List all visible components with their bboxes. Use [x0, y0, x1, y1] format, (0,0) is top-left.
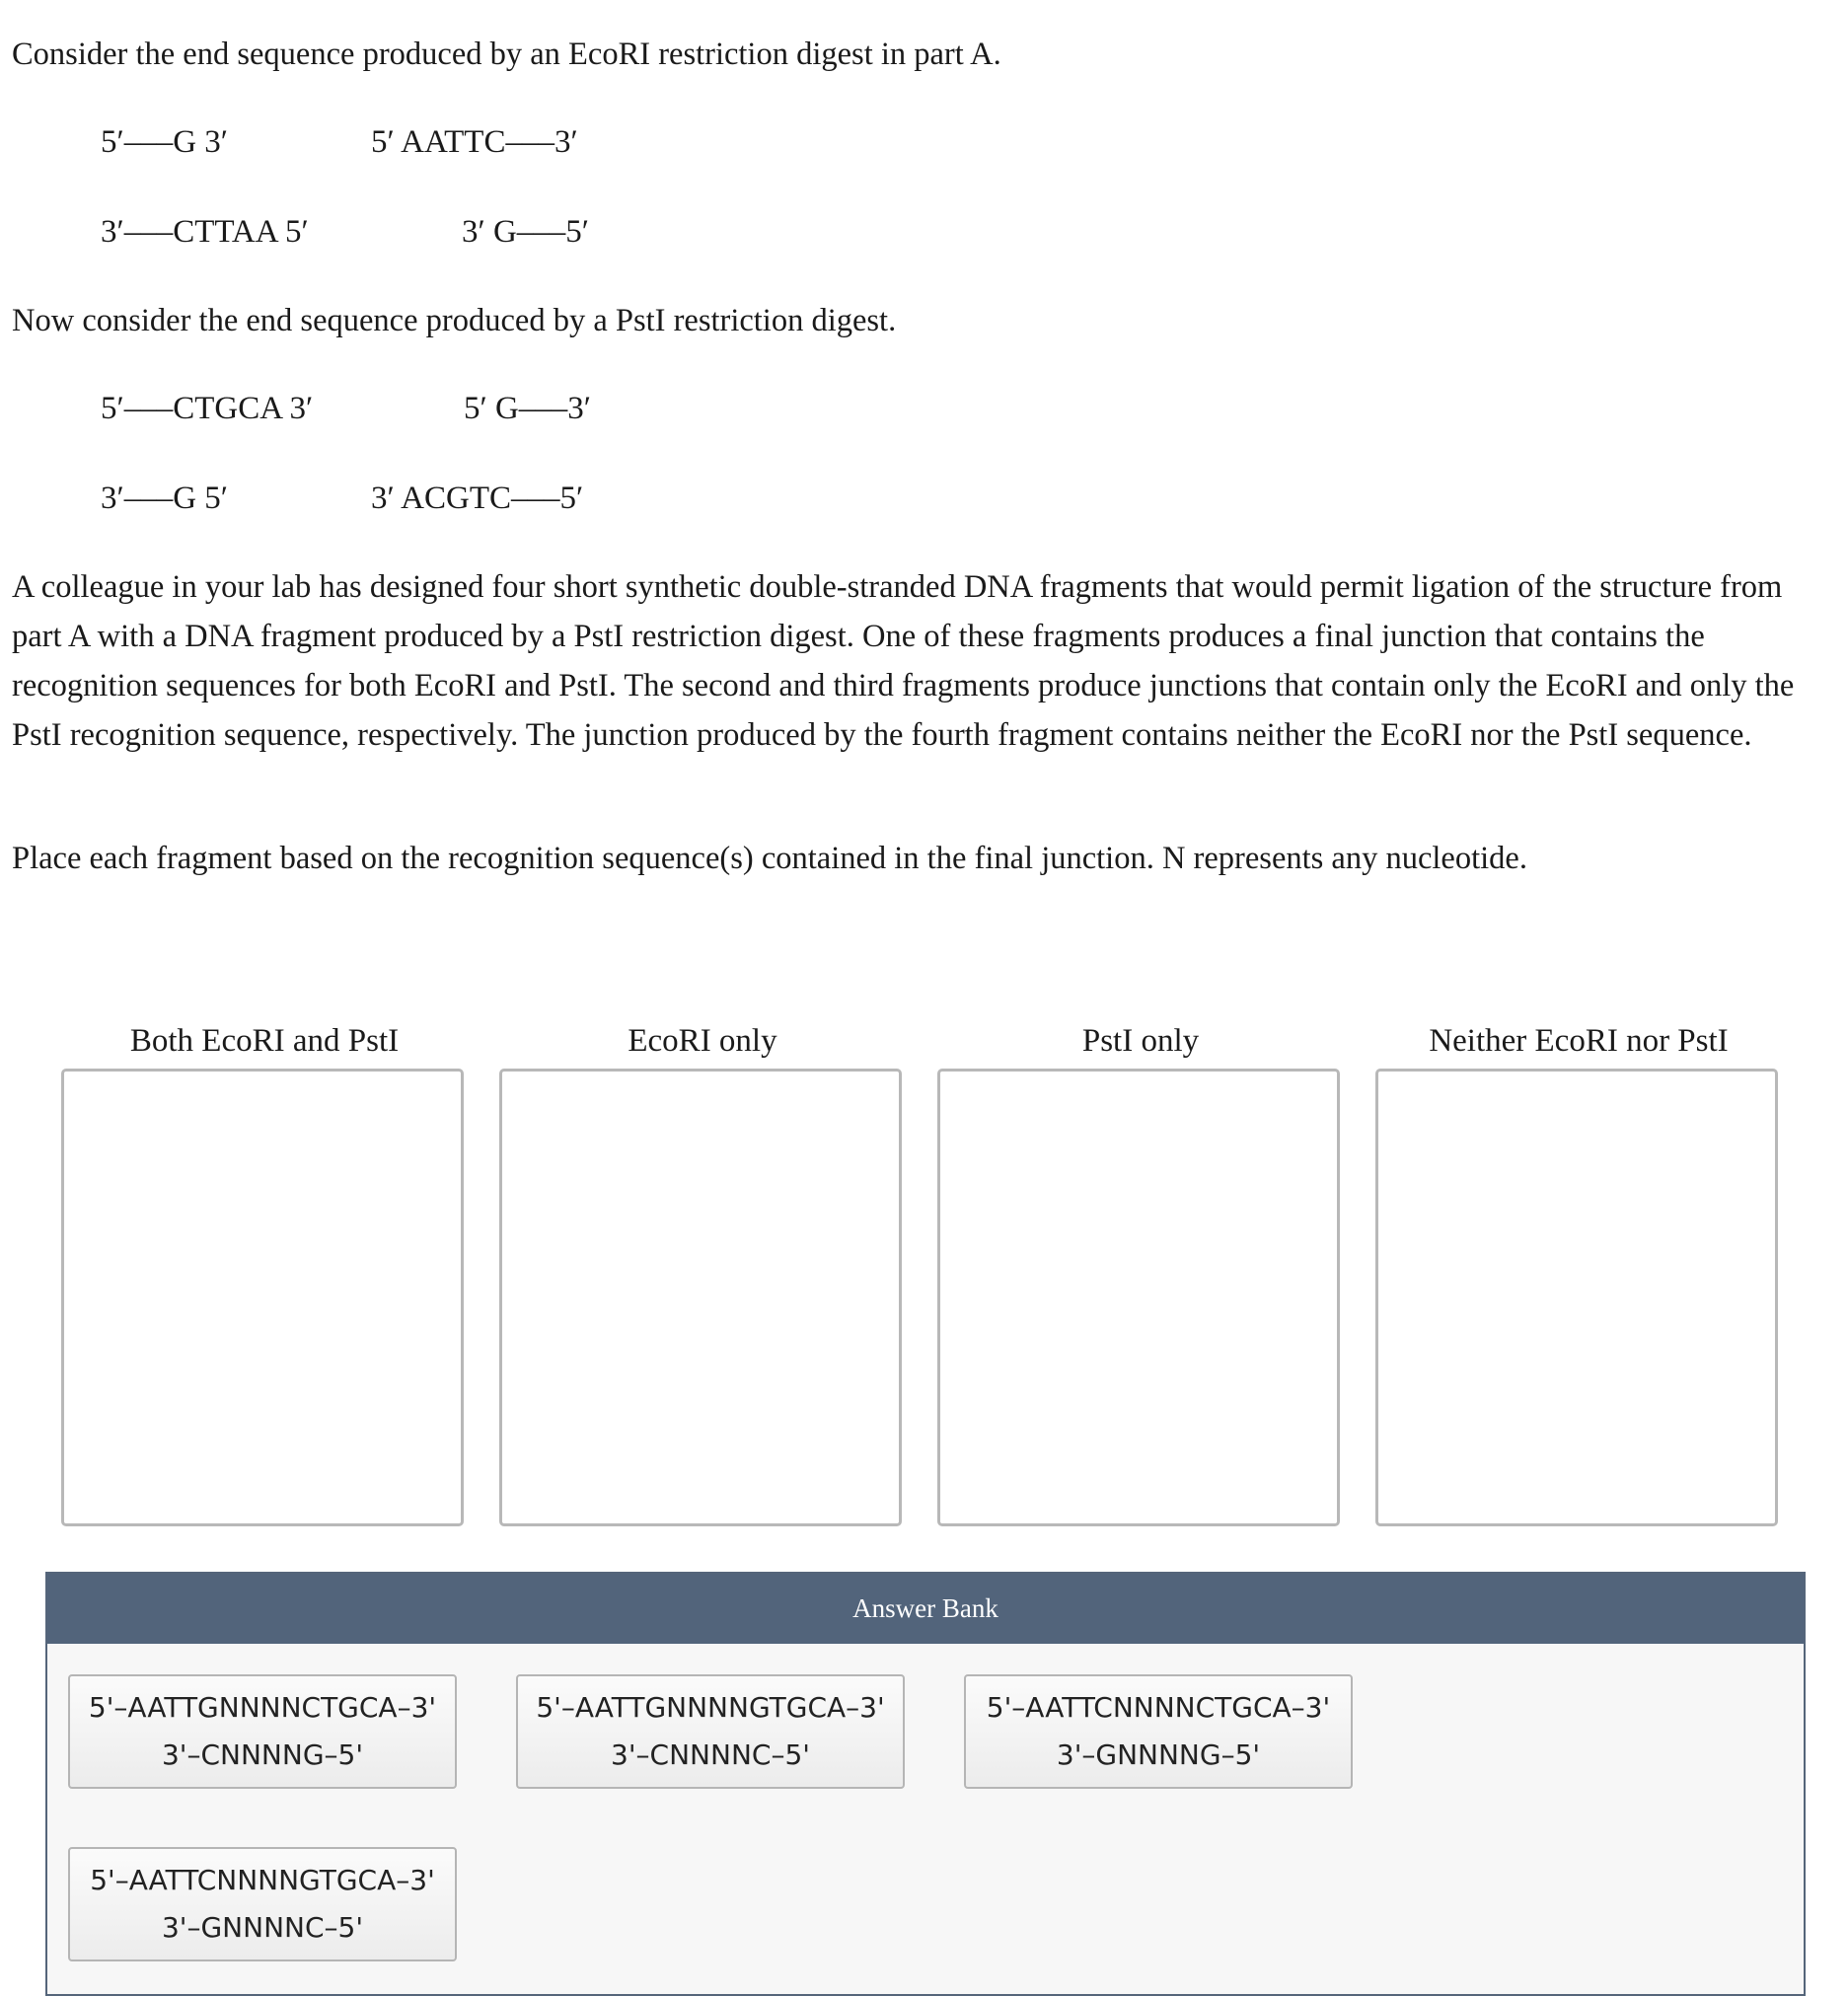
answer-chip-3-bottom-strand: 3'–GNNNNG–5'	[1056, 1738, 1261, 1771]
answer-chip-1-bottom-strand: 3'–CNNNNG–5'	[161, 1738, 364, 1771]
answer-chip-1-top-strand: 5'–AATTGNNNNCTGCA–3'	[88, 1691, 437, 1724]
category-label-ecori-only: EcoRI only	[628, 1023, 777, 1059]
category-label-both: Both EcoRI and PstI	[129, 1023, 400, 1059]
intro-text: Consider the end sequence produced by an EcoRI restriction digest in part A.	[12, 37, 1001, 72]
ecori-left-bottom-strand: 3′–––CTTAA 5′	[101, 214, 309, 250]
dropzone-both[interactable]	[61, 1069, 464, 1526]
psti-right-bottom-strand: 3′ ACGTC–––5′	[371, 481, 584, 516]
answer-chip-3-top-strand: 5'–AATTCNNNNCTGCA–3'	[986, 1691, 1331, 1724]
dropzone-ecori-only[interactable]	[499, 1069, 902, 1526]
answer-chip-4[interactable]	[68, 1847, 457, 1961]
category-label-psti-only: PstI only	[1081, 1023, 1200, 1059]
answer-chip-3[interactable]	[964, 1674, 1353, 1789]
dropzone-psti-only[interactable]	[937, 1069, 1340, 1526]
answer-bank	[45, 1572, 1806, 1996]
psti-left-top-strand: 5′–––CTGCA 3′	[101, 391, 314, 426]
dropzone-neither[interactable]	[1375, 1069, 1778, 1526]
answer-chip-4-top-strand: 5'–AATTCNNNNGTGCA–3'	[90, 1864, 435, 1896]
description-text: A colleague in your lab has designed four short synthetic double-stranded DNA fragments that would permit ligation of the structure from part A with a DNA fragment produced by a PstI restriction digest. One of these fragments produces a final junction that contains the recognition sequences for both EcoRI and PstI. The second and third fragments produce junctions that contain only the EcoRI and only the PstI recognition sequence, respectively. The junction produced by the fourth fragment contains neither the EcoRI nor the PstI sequence.	[12, 569, 1795, 753]
answer-chip-4-bottom-strand: 3'–GNNNNC–5'	[161, 1911, 364, 1944]
ecori-left-top-strand: 5′–––G 3′	[101, 124, 229, 160]
answer-chip-2-bottom-strand: 3'–CNNNNC–5'	[611, 1738, 810, 1771]
ecori-right-top-strand: 5′ AATTC–––3′	[371, 124, 578, 160]
psti-left-bottom-strand: 3′–––G 5′	[101, 481, 229, 516]
psti-right-top-strand: 5′ G–––3′	[464, 391, 592, 426]
psti-intro-text: Now consider the end sequence produced by a PstI restriction digest.	[12, 303, 897, 338]
answer-chip-1[interactable]	[68, 1674, 457, 1789]
category-label-neither: Neither EcoRI nor PstI	[1429, 1023, 1729, 1059]
ecori-right-bottom-strand: 3′ G–––5′	[462, 214, 590, 250]
answer-chip-2-top-strand: 5'–AATTGNNNNGTGCA–3'	[536, 1691, 885, 1724]
answer-chip-2[interactable]	[516, 1674, 905, 1789]
answer-bank-title: Answer Bank	[47, 1574, 1804, 1644]
instruction-text: Place each fragment based on the recognition sequence(s) contained in the final junction. N represents any nucleotide.	[12, 841, 1527, 876]
